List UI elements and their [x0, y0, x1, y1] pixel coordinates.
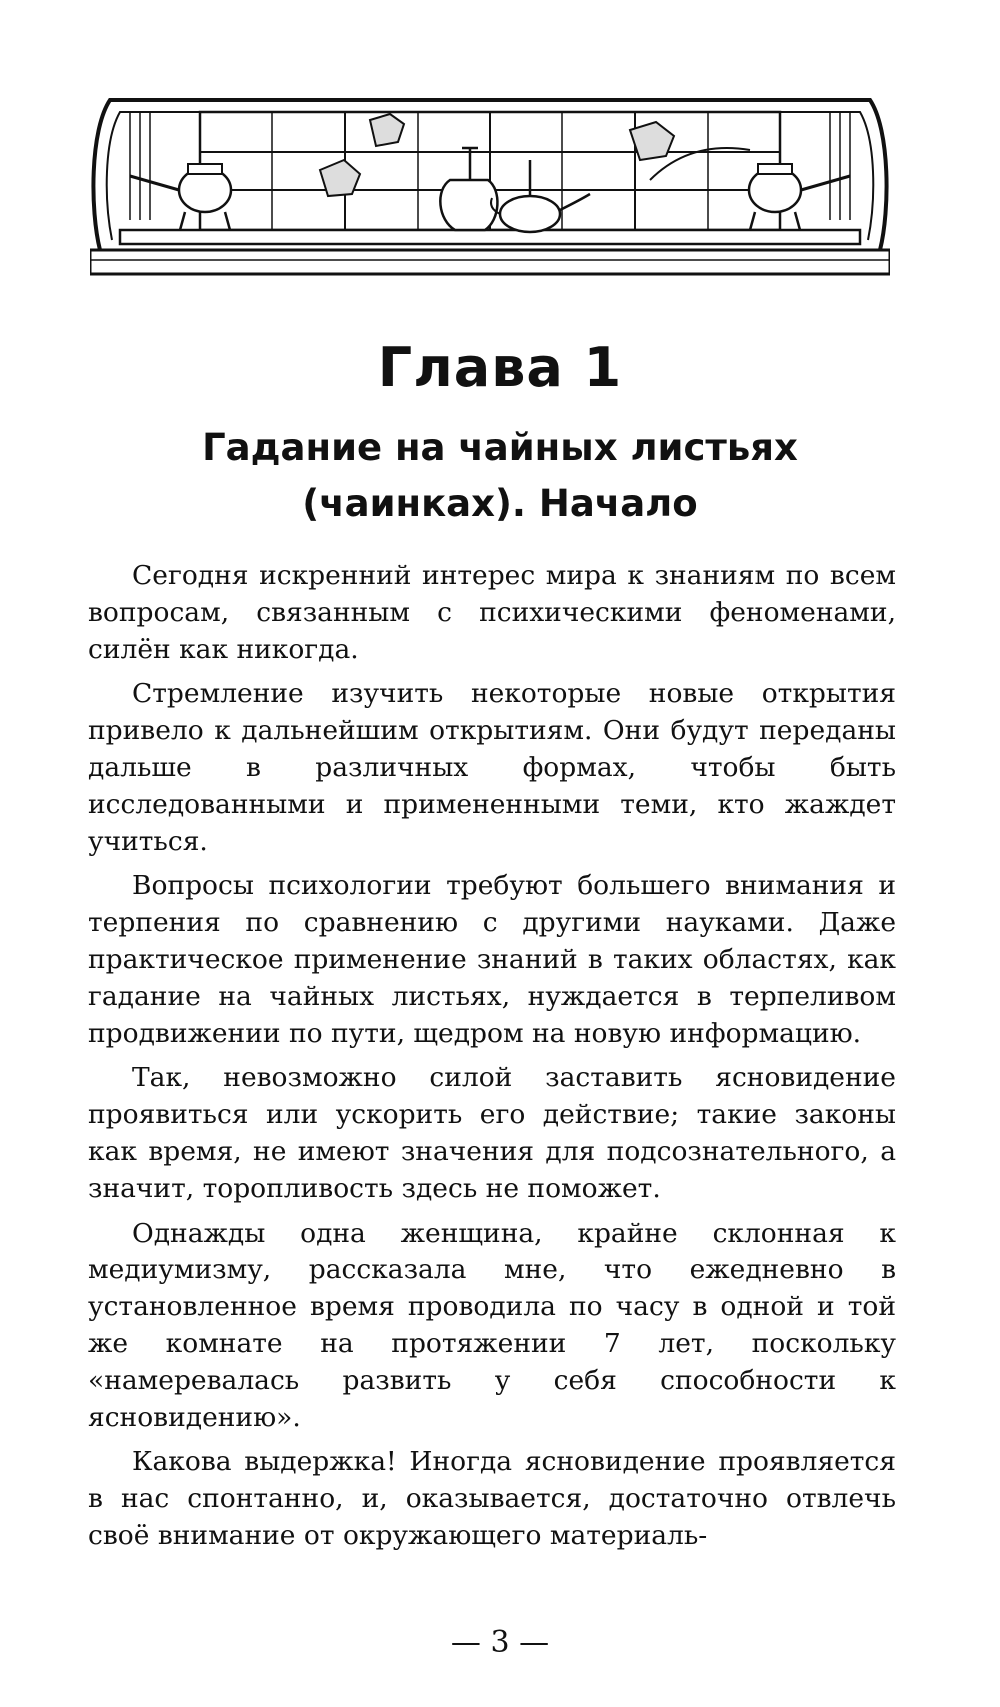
page-number: — 3 —: [450, 1625, 550, 1660]
chapter-subtitle: [60, 420, 940, 532]
chapter-subtitle-line2: (чаинках). Начало: [302, 482, 698, 525]
paragraph: Какова выдержка! Иногда ясновидение проявляется в нас спонтанно, и, оказывается, достаточно отвлечь своё внимание от окружающего материаль-: [88, 1446, 896, 1551]
paragraph: Сегодня искренний интерес мира к знаниям по всем вопросам, связанным с психическими феноменами, силён как никогда.: [88, 560, 896, 665]
paragraph: Стремление изучить некоторые новые открытия привело к дальнейшим открытиям. Они будут переданы дальше в различных формах, чтобы быть исследованными и примененными теми, кто жаждет учиться.: [88, 678, 896, 857]
chapter-body: [88, 558, 896, 1563]
paragraph: Вопросы психологии требуют большего внимания и терпения по сравнению с другими науками. Даже практическое применение знаний в таких областях, как гадание на чайных листьях, нуждается в терпеливом продвижении по пути, щедром на новую информацию.: [88, 870, 896, 1049]
paragraph: Так, невозможно силой заставить ясновидение проявиться или ускорить его действие; такие законы как время, не имеют значения для подсознательного, а значит, торопливость здесь не поможет.: [88, 1062, 896, 1204]
window-shelf-teapots-illustration: [90, 90, 890, 290]
paragraph: Однажды одна женщина, крайне склонная к медиумизму, рассказала мне, что ежедневно в установленное время проводила по часу в одной и той же комнате на протяжении 7 лет, поскольку «намеревалась развить у себя способности к ясновидению».: [88, 1217, 896, 1433]
chapter-subtitle-line1: Гадание на чайных листьях: [202, 426, 798, 469]
chapter-title: Глава 1: [377, 336, 623, 399]
